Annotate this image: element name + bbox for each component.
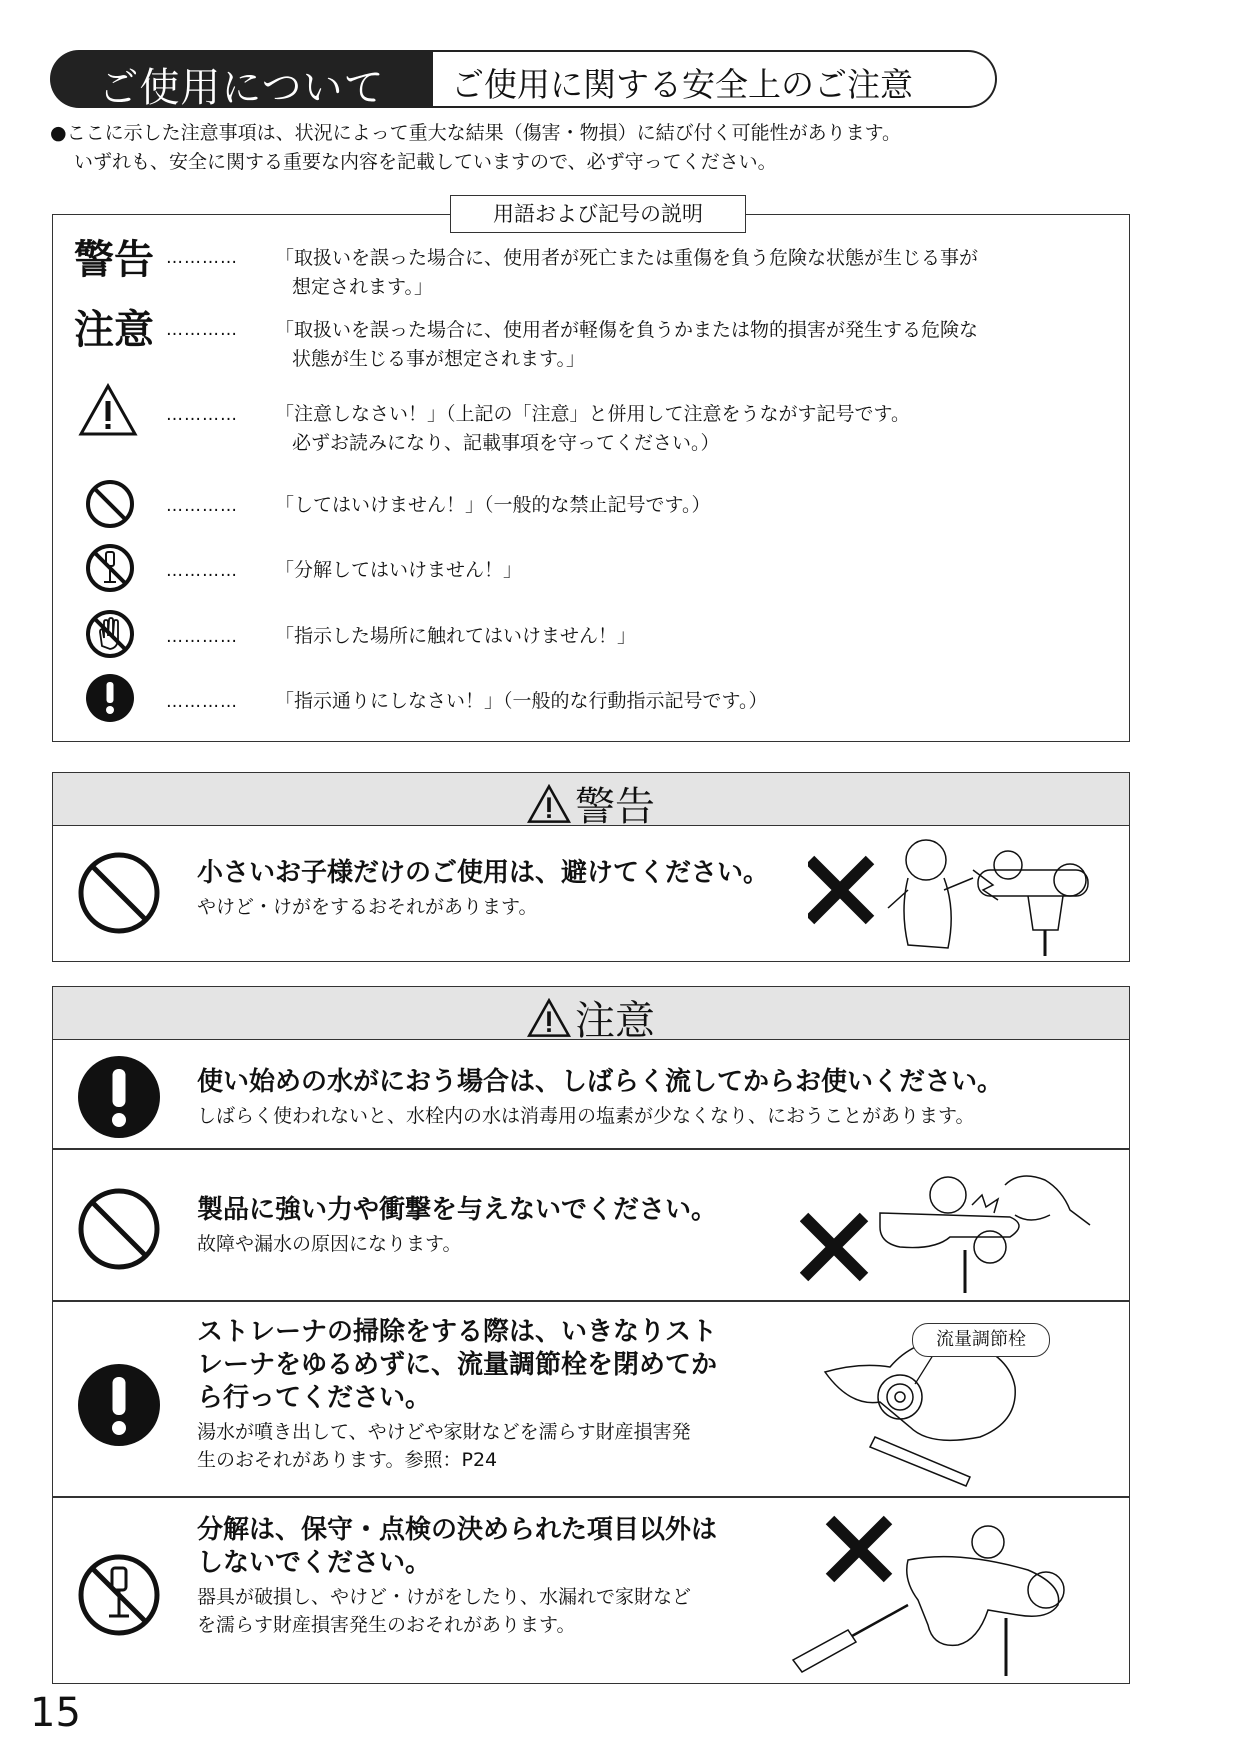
legend-text: 想定されます。」 — [292, 276, 433, 298]
caution-sub-text: 生のおそれがあります。参照：P24 — [197, 1449, 498, 1471]
legend-text: 「取扱いを誤った場合に、使用者が死亡または重傷を負う危険な状態が生じる事が — [275, 247, 979, 269]
legend-label-warning: 警告 — [74, 237, 154, 283]
legend-label-caution: 注意 — [74, 307, 154, 353]
legend-text: 「指示した場所に触れてはいけません！」 — [275, 625, 637, 647]
caution-main-text: ら行ってください。 — [197, 1383, 432, 1413]
legend-text: 状態が生じる事が想定されます。」 — [292, 348, 585, 370]
legend-title: 用語および記号の説明 — [450, 195, 746, 233]
page-number: 15 — [30, 1690, 81, 1736]
prohibition-icon — [76, 850, 162, 936]
intro-line-1: ●ここに示した注意事項は、状況によって重大な結果（傷害・物損）に結び付く可能性があります。 — [50, 122, 902, 144]
mandatory-action-icon — [84, 672, 136, 724]
caution-sub-text: を濡らす財産損害発生のおそれがあります。 — [197, 1614, 576, 1636]
caution-sub-text: 器具が破損し、やけど・けがをしたり、水漏れで家財など — [197, 1586, 692, 1608]
leader-dots: ………… — [166, 405, 238, 425]
legend-text: 「注意しなさい！」（上記の「注意」と併用して注意をうながす記号です。 — [275, 403, 910, 425]
legend-box — [52, 214, 1130, 742]
prohibition-icon — [76, 1186, 162, 1272]
row-divider — [52, 1300, 1130, 1302]
intro-line-2: いずれも、安全に関する重要な内容を記載していますので、必ず守ってください。 — [74, 151, 777, 173]
leader-dots: ………… — [166, 496, 238, 516]
warning-main-text: 小さいお子様だけのご使用は、避けてください。 — [197, 858, 770, 888]
caution-title: 注意 — [575, 998, 655, 1044]
caution-header — [52, 986, 1130, 1044]
row-divider — [52, 1496, 1130, 1498]
mandatory-action-icon — [76, 1362, 162, 1448]
fist-impact-illustration — [800, 1155, 1100, 1295]
no-touch-icon — [84, 608, 136, 660]
flow-valve-callout: 流量調節栓 — [912, 1323, 1050, 1357]
caution-main-text: 使い始めの水がにおう場合は、しばらく流してからお使いください。 — [197, 1067, 1004, 1097]
no-disassembly-icon — [76, 1552, 162, 1638]
prohibition-icon — [84, 478, 136, 530]
warning-header — [52, 772, 1130, 830]
row-divider — [52, 1148, 1130, 1150]
warning-triangle-icon — [527, 784, 571, 824]
section-subtitle: ご使用に関する安全上のご注意 — [451, 65, 913, 104]
leader-dots: ………… — [166, 320, 238, 340]
legend-text: 「してはいけません！」（一般的な禁止記号です。） — [275, 494, 711, 516]
caution-main-text: 分解は、保守・点検の決められた項目以外は — [197, 1515, 718, 1545]
caution-main-text: しないでください。 — [197, 1548, 432, 1578]
warning-sub-text: やけど・けがをするおそれがあります。 — [197, 896, 538, 918]
legend-text: 「分解してはいけません！」 — [275, 559, 523, 581]
leader-dots: ………… — [166, 561, 238, 581]
caution-main-text: ストレーナの掃除をする際は、いきなりスト — [197, 1317, 718, 1347]
no-disassembly-icon — [84, 542, 136, 594]
warning-triangle-icon — [527, 998, 571, 1038]
leader-dots: ………… — [166, 692, 238, 712]
child-faucet-illustration — [808, 830, 1118, 958]
caution-sub-text: しばらく使われないと、水栓内の水は消毒用の塩素が少なくなり、におうことがあります。 — [197, 1105, 975, 1127]
leader-dots: ………… — [166, 627, 238, 647]
warning-triangle-icon — [78, 383, 138, 437]
caution-sub-text: 湯水が噴き出して、やけどや家財などを濡らす財産損害発 — [197, 1421, 691, 1443]
legend-text: 「取扱いを誤った場合に、使用者が軽傷を負うかまたは物的損害が発生する危険な — [275, 319, 979, 341]
screwdriver-faucet-illustration — [788, 1510, 1108, 1678]
legend-text: 「指示通りにしなさい！」（一般的な行動指示記号です。） — [275, 690, 768, 712]
leader-dots: ………… — [166, 248, 238, 268]
caution-sub-text: 故障や漏水の原因になります。 — [197, 1233, 462, 1255]
caution-main-text: レーナをゆるめずに、流量調節栓を閉めてか — [197, 1350, 718, 1380]
caution-main-text: 製品に強い力や衝撃を与えないでください。 — [197, 1195, 718, 1225]
legend-text: 必ずお読みになり、記載事項を守ってください。） — [292, 432, 720, 454]
section-subtitle-box — [433, 50, 997, 108]
section-title-badge — [50, 50, 433, 111]
section-title: ご使用について — [98, 65, 385, 111]
warning-title: 警告 — [575, 784, 655, 830]
mandatory-action-icon — [76, 1054, 162, 1140]
